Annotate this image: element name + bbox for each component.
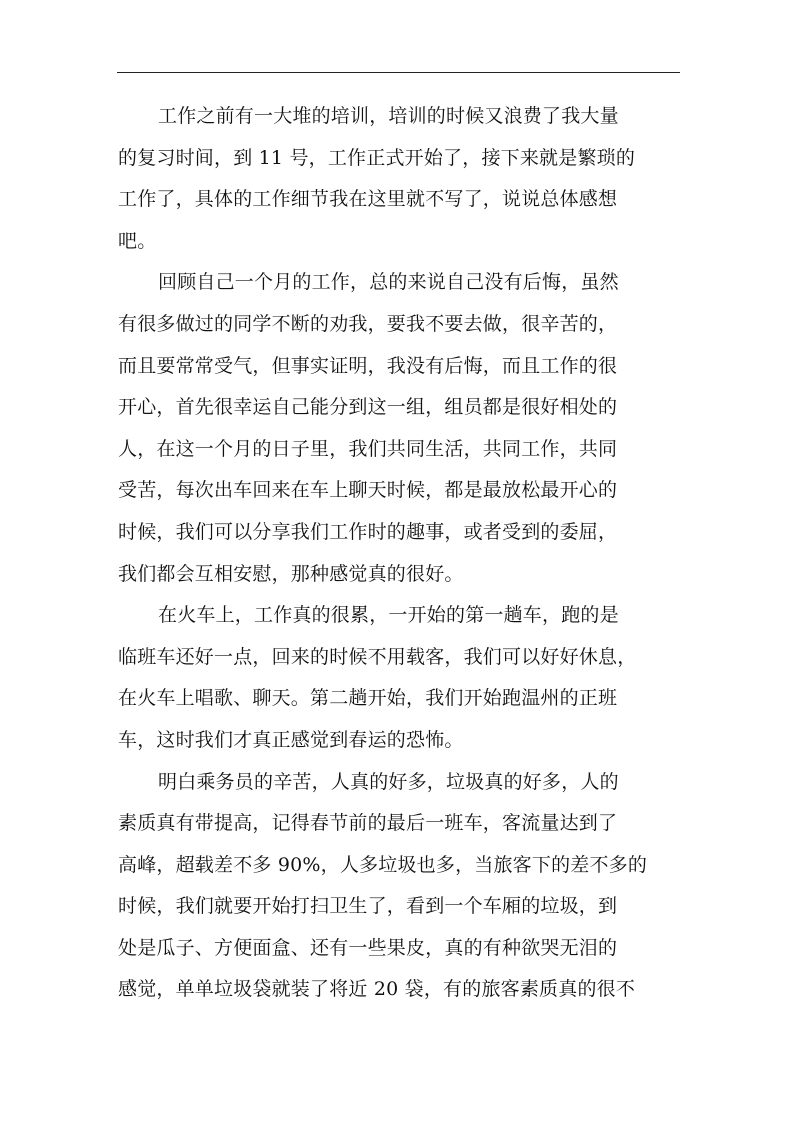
- text-line: 工作了，具体的工作细节我在这里就不写了，说说总体感想: [118, 188, 618, 211]
- text-line: 感觉，单单垃圾袋就装了将近 20 袋，有的旅客素质真的很不: [118, 978, 636, 1001]
- text-line: 高峰，超载差不多 90%，人多垃圾也多，当旅客下的差不多的: [118, 853, 648, 876]
- text-line: 在火车上唱歌、聊天。第二趟开始，我们开始跑温州的正班: [118, 687, 618, 710]
- text-line: 工作之前有一大堆的培训，培训的时候又浪费了我大量: [158, 105, 619, 127]
- text-line: 而且要常常受气，但事实证明，我没有后悔，而且工作的很: [118, 354, 618, 377]
- text-line: 吧。: [118, 229, 157, 252]
- text-line: 人，在这一个月的日子里，我们共同生活，共同工作，共同: [118, 437, 618, 460]
- text-line: 在火车上，工作真的很累，一开始的第一趟车，跑的是: [158, 604, 619, 627]
- body-text: [118, 96, 680, 1011]
- text-line: 临班车还好一点，回来的时候不用载客，我们可以好好休息，: [118, 645, 637, 668]
- text-line: 回顾自己一个月的工作，总的来说自己没有后悔，虽然: [158, 271, 619, 294]
- text-line: 开心，首先很幸运自己能分到这一组，组员都是很好相处的: [118, 396, 618, 419]
- text-line: 受苦，每次出车回来在车上聊天时候，都是最放松最开心的: [118, 479, 618, 502]
- text-line: 车，这时我们才真正感觉到春运的恐怖。: [118, 728, 464, 751]
- text-line: 我们都会互相安慰，那种感觉真的很好。: [118, 562, 464, 585]
- text-line: 处是瓜子、方便面盒、还有一些果皮，真的有种欲哭无泪的: [118, 936, 618, 959]
- text-line: 的复习时间，到 11 号，工作正式开始了，接下来就是繁琐的: [118, 146, 636, 169]
- text-line: 素质真有带提高，记得春节前的最后一班车，客流量达到了: [118, 812, 618, 835]
- header-rule: [117, 72, 680, 73]
- text-line: 时候，我们可以分享我们工作时的趣事，或者受到的委屈，: [118, 520, 618, 543]
- text-line: 明白乘务员的辛苦，人真的好多，垃圾真的好多，人的: [158, 770, 619, 793]
- text-line: 有很多做过的同学不断的劝我，要我不要去做，很辛苦的，: [118, 312, 618, 335]
- text-line: 时候，我们就要开始打扫卫生了，看到一个车厢的垃圾，到: [118, 895, 618, 918]
